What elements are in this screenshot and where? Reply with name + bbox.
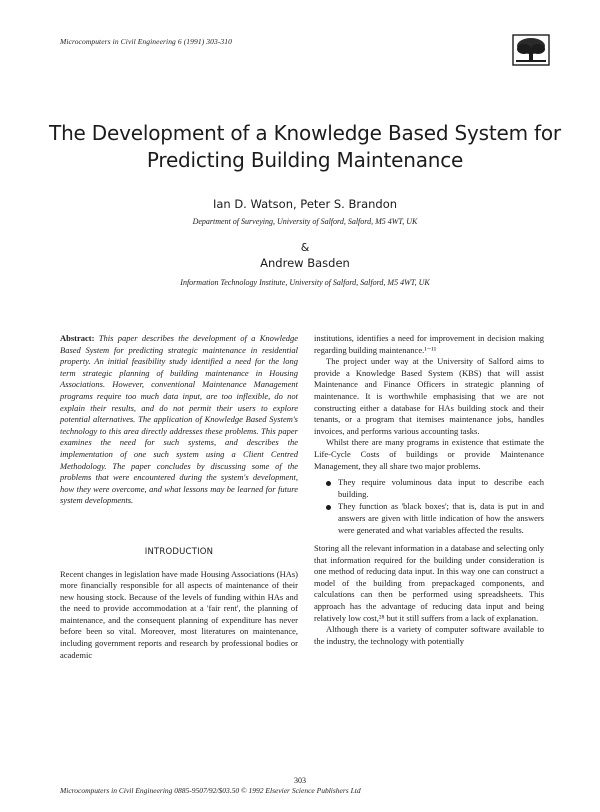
abstract-text: This paper describes the development of a Knowledge Based System for predicting strategic maintenance in residential property. An initial feasibility study identified a need for the long term strategic planning of building maintenance in Housing Associations. However, conventional Maintenance Management programs require too much data input, are too inflexible, do not explain their results, and do not permit their users to explore potential alternatives. The application of Knowledge Based System's technology to this area directly addresses these problems. This paper examines the need for such systems, and describes the implementation of one such system using a Client Centred Methodology. The paper concludes by discussing some of the problems that were encountered during the system's development, how they were overcome, and what lessons may be learned for future system developments.: [60, 333, 298, 506]
abstract: [60, 333, 298, 507]
footer-citation: Microcomputers in Civil Engineering 0885-9507/92/$03.50 © 1992 Elsevier Science Publishers Ltd: [60, 786, 361, 795]
left-column: [60, 333, 298, 661]
authors-separator: &: [300, 241, 310, 254]
running-head: Microcomputers in Civil Engineering 6 (1991) 303-310: [60, 37, 232, 46]
abstract-label: Abstract:: [60, 333, 95, 343]
body-paragraph: Storing all the relevant information in a database and selecting only that information required for the building under consideration is one method of reducing data input. In this way one can construct a model of the building from prepackaged components, and calculations can then be performed using spreadsheets. This approach has the advantage of reducing data input and being relatively low cost,²⁸ but it still suffers from a lack of explanation.: [314, 543, 544, 623]
introduction-heading: INTRODUCTION: [144, 546, 214, 557]
list-item: They require voluminous data input to describe each building.: [326, 477, 544, 500]
right-column: [314, 333, 544, 647]
body-paragraph: The project under way at the University of Salford aims to provide a Knowledge Based System (KBS) that will assist Maintenance and Finance Officers in strategic planning of maintenance. It is worthwhile emphasising that we are not constructing either a database for HAs building stock and their tenants, or a program that itemises maintenance jobs, handles invoices, and performs various accounting tasks.: [314, 356, 544, 436]
body-paragraph: Whilst there are many programs in existence that estimate the Life-Cycle Costs of buildings or provide Maintenance Management, they all share two major problems.: [314, 437, 544, 471]
introduction-paragraph: Recent changes in legislation have made Housing Associations (HAs) more financially responsible for all aspects of maintenance of their new housing stock. Because of the levels of funding within HAs and the need to provide accommodation at a 'fair rent', the planning of maintenance, and the consequent planning of expenditure has never before been so vital. Moreover, most literatures on maintenance, including government reports and research by professional bodies or academic: [60, 568, 298, 660]
list-item: They function as 'black boxes'; that is, data is put in and answers are given with little indication of how the answers were generated and what variables affected the results.: [326, 501, 544, 536]
publisher-tree-logo: [512, 34, 550, 66]
page-number: 303: [294, 776, 306, 785]
authors-secondary: Andrew Basden: [260, 256, 350, 270]
affiliation-primary: Department of Surveying, University of Salford, Salford, M5 4WT, UK: [192, 217, 418, 226]
paper-title: The Development of a Knowledge Based System for Predicting Building Maintenance: [49, 121, 561, 172]
authors-primary: Ian D. Watson, Peter S. Brandon: [212, 197, 398, 211]
body-paragraph: institutions, identifies a need for improvement in decision making regarding building maintenance.¹⁻¹¹: [314, 333, 544, 355]
affiliation-secondary: Information Technology Institute, University of Salford, Salford, M5 4WT, UK: [180, 278, 430, 287]
body-paragraph: Although there is a variety of computer software available to the industry, the technology with potentially: [314, 624, 544, 646]
problems-list: [314, 477, 544, 536]
